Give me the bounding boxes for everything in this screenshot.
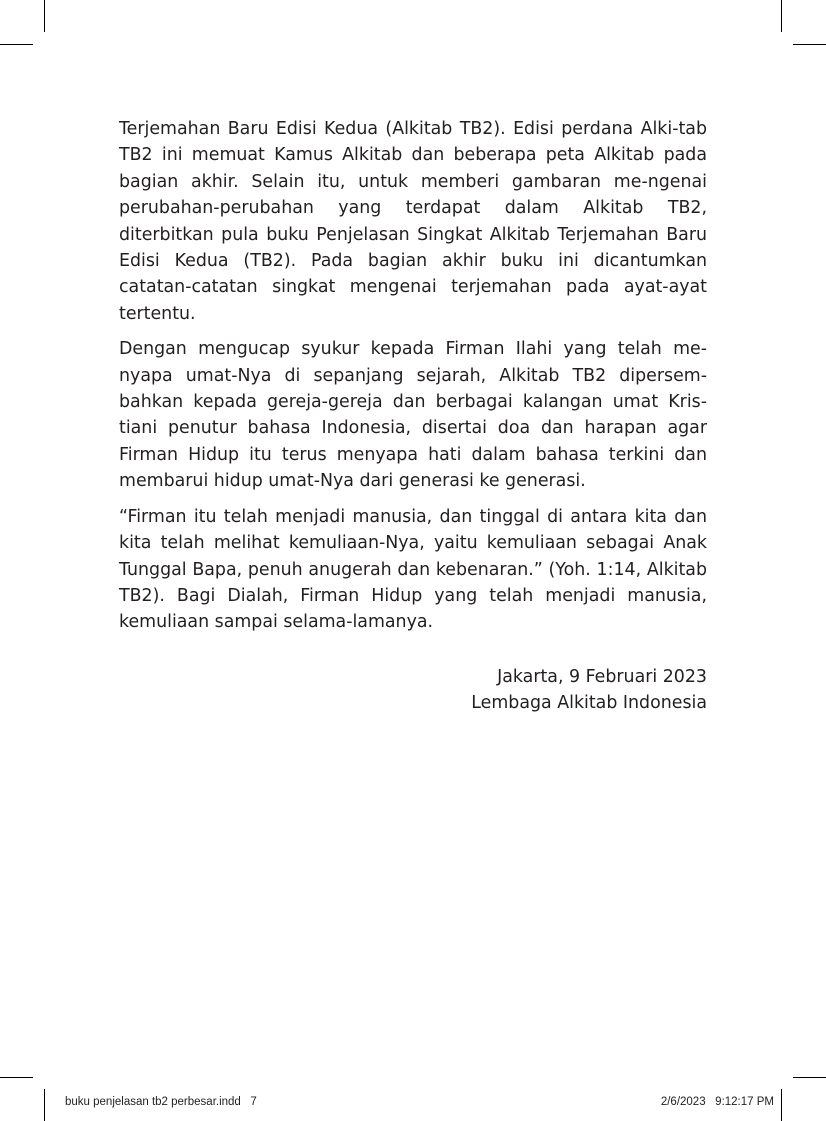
crop-mark-bottom-right-vertical <box>781 1089 782 1121</box>
crop-mark-bottom-right-horizontal <box>793 1077 826 1078</box>
paragraph-dedication: Dengan mengucap syukur kepada Firman Ilahi yang telah me-nyapa umat-Nya di sepanjang sejarah, Alkitab TB2 dipersem-bahkan kepada gereja-gereja dan berbagai kalangan umat Kris-tiani penutur bahasa Indonesia, disertai doa dan harapan agar Firman Hidup itu terus menyapa hati dalam bahasa terkini dan membarui hidup umat-Nya dari generasi ke generasi. <box>119 339 707 492</box>
crop-mark-bottom-left-vertical <box>44 1089 45 1121</box>
paragraph-scripture-quote: “Firman itu telah menjadi manusia, dan tinggal di antara kita dan kita telah melihat kemuliaan-Nya, yaitu kemuliaan sebagai Anak Tunggal Bapa, penuh anugerah dan kebenaran.” (Yoh. 1:14, Alkitab TB2). Bagi Dialah, Firman Hidup yang telah menjadi manusia, kemuliaan sampai selama-lamanya. <box>119 506 707 633</box>
place-date: Jakarta, 9 Februari 2023 <box>497 667 707 687</box>
body-text <box>119 116 707 645</box>
paragraph-translation-info: Terjemahan Baru Edisi Kedua (Alkitab TB2). Edisi perdana Alki-tab TB2 ini memuat Kamus Alkitab dan beberapa peta Alkitab pada bagian akhir. Selain itu, untuk memberi gambaran me-ngenai perubahan-perubahan yang terdapat dalam Alkitab TB2, diterbitkan pula buku Penjelasan Singkat Alkitab Terjemahan Baru Edisi Kedua (TB2). Pada bagian akhir buku ini dicantumkan catatan-catatan singkat mengenai terjemahan pada ayat-ayat tertentu. <box>119 119 707 324</box>
crop-mark-top-left-horizontal <box>0 44 33 45</box>
crop-mark-bottom-left-horizontal <box>0 1077 33 1078</box>
slug-file-info: buku penjelasan tb2 perbesar.indd 7 <box>65 1096 257 1108</box>
organization-name: Lembaga Alkitab Indonesia <box>471 693 707 714</box>
crop-mark-top-left-vertical <box>44 0 45 32</box>
slug-timestamp: 2/6/2023 9:12:17 PM <box>660 1096 774 1108</box>
crop-mark-top-right-vertical <box>781 0 782 32</box>
crop-mark-top-right-horizontal <box>793 44 826 45</box>
signature-block <box>471 664 707 717</box>
